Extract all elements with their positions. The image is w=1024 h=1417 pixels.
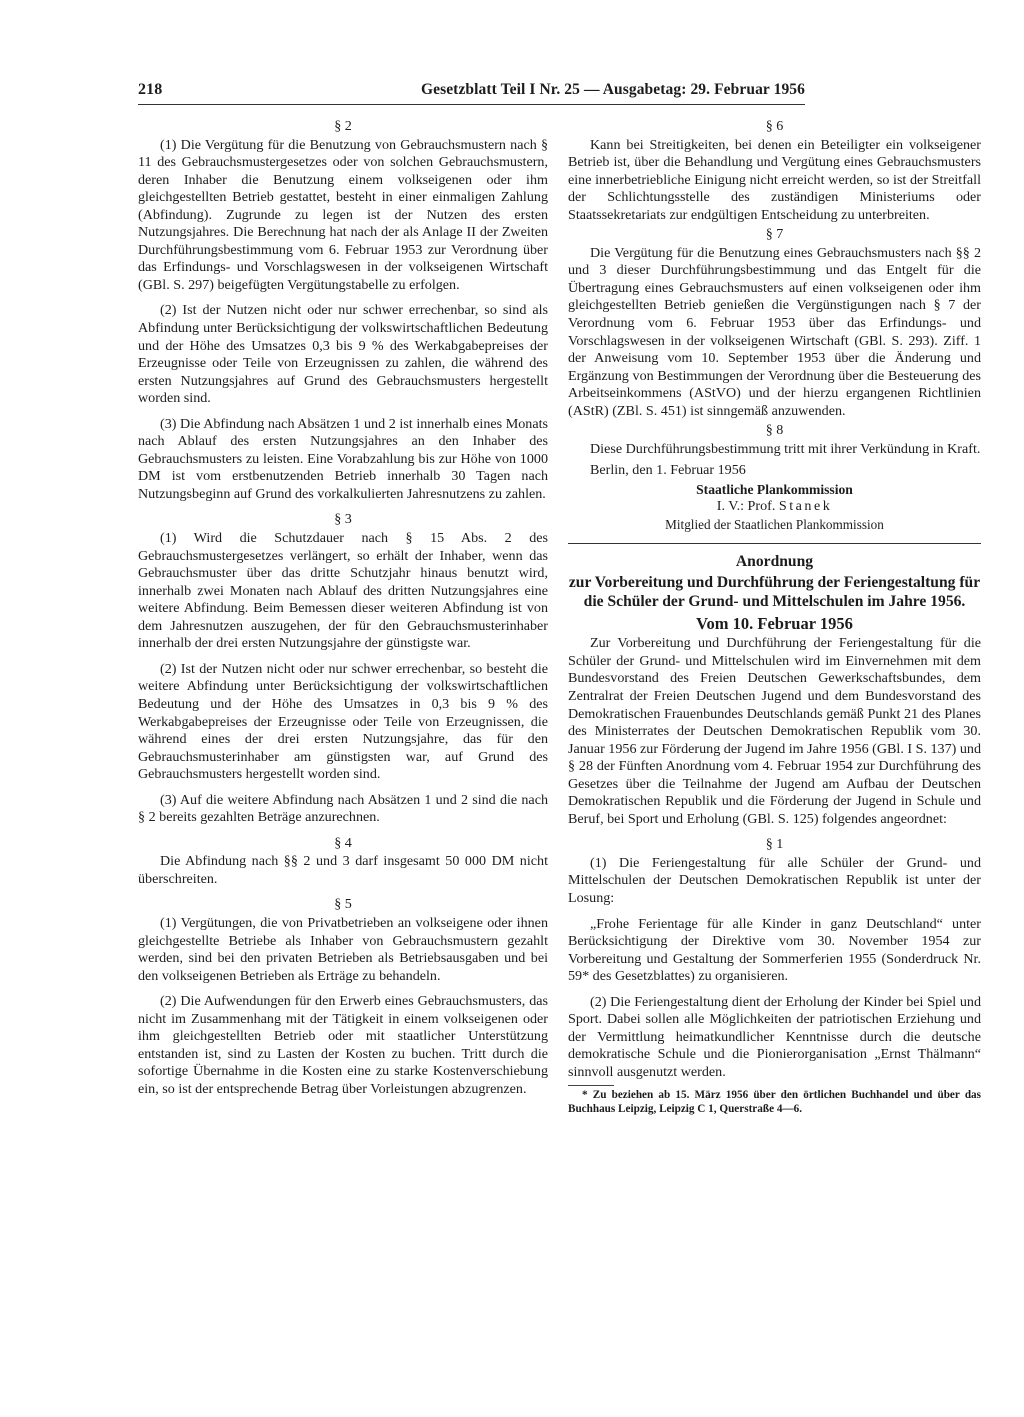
section-3-heading: § 3 <box>334 511 352 528</box>
section-2-paragraph-3: (3) Die Abfindung nach Absätzen 1 und 2 ist innerhalb eines Monats nach Ablauf des ersten Nutzungsjahres an den Inhaber des Gebrauchsmusters zu leisten. Eine Vorabzahlung bis zur Höhe von 1000 DM ist vom erstbenutzenden Betrieb innerhalb 30 Tagen nach Nutzungsbeginn auf Grund des vorkalkulierten Jahresnutzens zu zahlen. <box>138 415 548 502</box>
footnote: * Zu beziehen ab 15. März 1956 über den örtlichen Buchhandel und über das Buchhaus Leipzig, Leipzig C 1, Querstraße 4—6. <box>568 1089 981 1116</box>
footnote-rule <box>568 1085 614 1086</box>
section-divider <box>568 543 981 544</box>
section-2-heading: § 2 <box>334 118 352 134</box>
section-7-paragraph-1: Die Vergütung für die Benutzung eines Gebrauchsmusters nach §§ 2 und 3 dieser Durchführungsbestimmung und das Entgelt für die Übertragung eines Gebrauchsmusters auf einen volkseigenen oder ihm gleichgestellten Betrieb genießen die Vergünstigungen nach § 7 der Verordnung vom 6. Februar 1953 über das Erfindungs- und Vorschlagswesen in der volkseigenen Wirtschaft (GBl. S. 293). Ziff. 1 der Anweisung vom 10. September 1953 über die Änderung und Ergänzung von Bestimmungen der Verordnung über die Besteuerung des Arbeitseinkommens (AStVO) und der hierzu ergangenen Richtlinien (AStR) (ZBl. S. 451) ist sinngemäß anzuwenden. <box>568 244 981 419</box>
section-2-paragraph-1: (1) Die Vergütung für die Benutzung von Gebrauchsmustern nach § 11 des Gebrauchsmustergesetzes oder von solchen Gebrauchsmustern, deren Inhaber die Benutzung einem volkseigenen oder ihm gleichgestellten Betrieb gestattet, besteht in einer einmaligen Zahlung (Abfindung). Zugrunde zu legen ist der Nutzen des ersten Nutzungsjahres. Die Berechnung hat nach der als Anlage II der Zweiten Durchführungsbestimmung vom 6. Februar 1953 zur Verordnung über das Erfindungs- und Vorschlagswesen in der volkseigenen Wirtschaft (GBl. S. 297) beigefügten Vergütungstabelle zu erfolgen. <box>138 136 548 293</box>
anordnung-section-1-quote: „Frohe Ferientage für alle Kinder in ganz Deutschland“ unter Berücksichtigung der Direktive vom 30. November 1954 zur Vorbereitung und Gestaltung der Sommerferien 1955 (Sonderdruck Nr. 59* des Gesetzblattes) zu organisieren. <box>568 915 981 985</box>
right-column <box>568 118 981 1117</box>
section-6-heading: § 6 <box>765 118 784 134</box>
signature-organization: Staatliche Plankommission <box>696 481 853 497</box>
signatory-role: Mitglied der Staatlichen Plankommission <box>665 517 884 533</box>
anordnung-section-1-heading: § 1 <box>765 836 784 853</box>
signature-prefix: I. V.: Prof. <box>716 498 776 515</box>
signature-line <box>568 498 981 516</box>
section-4-paragraph-1: Die Abfindung nach §§ 2 und 3 darf insgesamt 50 000 DM nicht überschreiten. <box>138 853 548 887</box>
publication-title: Gesetzblatt Teil I Nr. 25 — Ausgabetag: 29. Februar 1956 <box>420 81 805 98</box>
anordnung-date: Vom 10. Februar 1956 <box>696 613 853 633</box>
section-3-paragraph-1: (1) Wird die Schutzdauer nach § 15 Abs. 2 des Gebrauchsmustergesetzes verlängert, so erhält der Inhaber, wenn das Gebrauchsmuster über das dritte Schutzjahr hinaus benutzt wird, innerhalb zwei Monaten nach Ablauf des dritten Nutzungsjahres eine weitere Abfindung. Beim Bemessen dieser weiteren Abfindung ist von dem Jahresnutzen auszugehen, der für den Gebrauchsmusterinhaber innerhalb der drei ersten Nutzungsjahre der günstigste war. <box>138 530 548 652</box>
page-header <box>138 81 805 99</box>
left-column <box>138 118 548 1106</box>
anordnung-intro: Zur Vorbereitung und Durchführung der Feriengestaltung für die Schüler der Grund- und Mittelschulen wird im Einvernehmen mit dem Bundesvorstand des Freien Deutschen Gewerkschaftsbundes, dem Zentralrat der Freien Deutschen Jugend und dem Bundesvorstand des Demokratischen Frauenbundes Deutschlands gemäß Punkt 21 des Planes des Ministerrates der Deutschen Demokratischen Republik vom 30. Januar 1956 zur Förderung der Jugend im Jahre 1956 (GBl. I S. 137) und § 28 der Fünften Anordnung vom 4. Februar 1954 zur Durchführung des Gesetzes über die Teilnahme der Jugend am Aufbau der Deutschen Demokratischen Republik und die Förderung der Jugend in Schule und Beruf, bei Sport und Erholung (GBl. S. 125) folgendes angeordnet: <box>568 635 981 827</box>
section-5-paragraph-2: (2) Die Aufwendungen für den Erwerb eines Gebrauchsmusters, das nicht im Zusammenhang mit der Tätigkeit in einem volkseigenen oder ihm gleichgestellten Betrieb oder mit staatlicher Unterstützung entstanden ist, sind zu Lasten der Kosten zu buchen. Tritt durch die sofortige Übernahme in die Kosten eine zu starke Kostenverschiebung ein, so ist der entsprechende Betrag über Vorleistungen abzugrenzen. <box>138 993 548 1097</box>
section-8-paragraph-1: Diese Durchführungsbestimmung tritt mit ihrer Verkündung in Kraft. <box>590 440 981 457</box>
section-3-paragraph-3: (3) Auf die weitere Abfindung nach Absätzen 1 und 2 sind die nach § 2 bereits gezahlten Beträge anzurechnen. <box>138 791 548 826</box>
signature-date: Berlin, den 1. Februar 1956 <box>590 462 746 479</box>
section-2-paragraph-2: (2) Ist der Nutzen nicht oder nur schwer errechenbar, so sind als Abfindung unter Berücksichtigung der volkswirtschaftlichen Bedeutung und der Höhe des Umsatzes 0,3 bis 9 % des Werkabgabepreises der Erzeugnisse oder Teile von Erzeugnissen zu zahlen, die während des ersten Nutzungsjahres auf Grund des Gebrauchsmusters hergestellt worden sind. <box>138 302 548 407</box>
section-3-paragraph-2: (2) Ist der Nutzen nicht oder nur schwer errechenbar, so besteht die weitere Abfindung unter Berücksichtigung der volkswirtschaftlichen Bedeutung und der Höhe des Umsatzes in 0,3 bis 9 % des Werkabgabepreises der Erzeugnisse oder Teile von Erzeugnissen, die während eines der drei ersten Nutzungsjahre, das für den Gebrauchsmusterinhaber am günstigsten war, auf Grund des Gebrauchsmusters hergestellt worden sind. <box>138 660 548 783</box>
section-5-paragraph-1: (1) Vergütungen, die von Privatbetrieben an volkseigene oder ihnen gleichgestellte Betriebe als Inhaber von Gebrauchsmustern gezahlt werden, sind bei den privaten Betrieben als Betriebsausgaben und bei den volkseigenen Betrieben als Erträge zu behandeln. <box>138 914 548 984</box>
anordnung-section-1-paragraph-1: (1) Die Feriengestaltung für alle Schüler der Grund- und Mittelschulen der Deutschen Demokratischen Republik ist unter der Losung: <box>568 854 981 906</box>
signatory-name: Stanek <box>778 498 833 515</box>
anordnung-title: zur Vorbereitung und Durchführung der Feriengestaltung für die Schüler der Grund- und Mittelschulen im Jahre 1956. <box>568 573 981 611</box>
section-4-heading: § 4 <box>334 834 352 851</box>
page-number: 218 <box>138 81 163 98</box>
anordnung-section-1-paragraph-2: (2) Die Feriengestaltung dient der Erholung der Kinder bei Spiel und Sport. Dabei sollen alle Möglichkeiten der patriotischen Erziehung und der Vermittlung heimatkundlicher Kenntnisse durch die deutsche demokratische Schule und die Pionierorganisation „Ernst Thälmann“ sinnvoll ausgenutzt werden. <box>568 993 981 1080</box>
section-6-paragraph-1: Kann bei Streitigkeiten, bei denen ein Beteiligter ein volkseigener Betrieb ist, über die Behandlung und Vergütung eines Gebrauchsmusters eine innerbetriebliche Einigung nicht erreicht werden, so ist der Streitfall der Schlichtungsstelle des zuständigen Ministeriums oder Staatssekretariats zur endgültigen Entscheidung zu unterbreiten. <box>568 136 981 223</box>
anordnung-heading: Anordnung <box>735 552 814 570</box>
section-5-heading: § 5 <box>334 896 352 913</box>
section-8-heading: § 8 <box>765 422 784 439</box>
section-7-heading: § 7 <box>765 226 784 243</box>
header-rule <box>138 104 805 105</box>
